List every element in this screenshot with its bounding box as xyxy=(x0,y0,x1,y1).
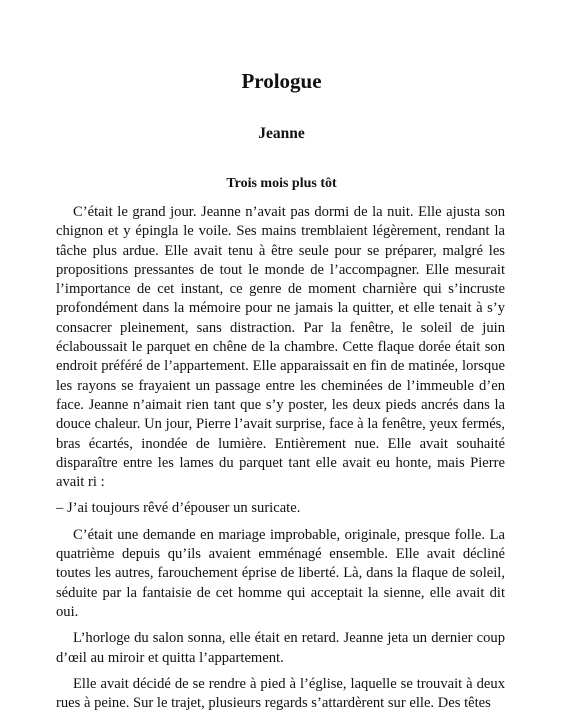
body-text xyxy=(56,203,505,720)
chapter-title: Prologue xyxy=(241,69,322,93)
sub-title: Trois mois plus tôt xyxy=(226,176,337,191)
paragraph: L’horloge du salon sonna, elle était en retard. Jeanne jeta un dernier coup d’œil au miroir et quitta l’appartement. xyxy=(56,630,505,666)
dialogue-line: – J’ai toujours rêvé d’épouser un suricate. xyxy=(56,500,301,517)
paragraph: C’était une demande en mariage improbable, originale, presque folle. La quatrième depuis qu’ils avaient emménagé ensemble. Elle avait décliné toutes les autres, farouchement éprise de liberté. Là, dans la flaque de soleil, séduite par la fantaisie de cet homme qui acceptait la sienne, elle avait dit oui. xyxy=(56,526,505,620)
section-title: Jeanne xyxy=(258,125,305,142)
paragraph: Elle avait décidé de se rendre à pied à l’église, laquelle se trouvait à deux rues à peine. Sur le trajet, plusieurs regards s’attardèrent sur elle. Des têtes xyxy=(56,675,505,712)
paragraph: C’était le grand jour. Jeanne n’avait pas dormi de la nuit. Elle ajusta son chignon et y épingla le voile. Ses mains tremblaient légèrement, rendant la tâche plus ardue. Elle avait tenu à être seule pour se préparer, malgré les propositions pressantes de tout le monde de l’accompagner. Elle mesurait l’importance de cet instant, ce genre de moment charnière qui s’incruste profondément dans la mémoire pour ne jamais la quitter, et elle tenait à s’y consacrer pleinement, sans distraction. Par la fenêtre, le soleil de juin éclaboussait le parquet en chêne de la chambre. Cette flaque dorée était son endroit préféré de l’appartement. Elle apparaissait en fin de matinée, lorsque les rayons se frayaient un passage entre les cheminées de l’immeuble d’en face. Jeanne n’aimait rien tant que s’y poster, les deux pieds ancrés dans la douce chaleur. Un jour, Pierre l’avait surprise, face à la fenêtre, yeux fermés, bras écartés, inondée de lumière. Entièrement nue. Elle avait souhaité disparaître entre les lames du parquet tant elle avait eu honte, mais Pierre avait ri : xyxy=(56,204,505,491)
